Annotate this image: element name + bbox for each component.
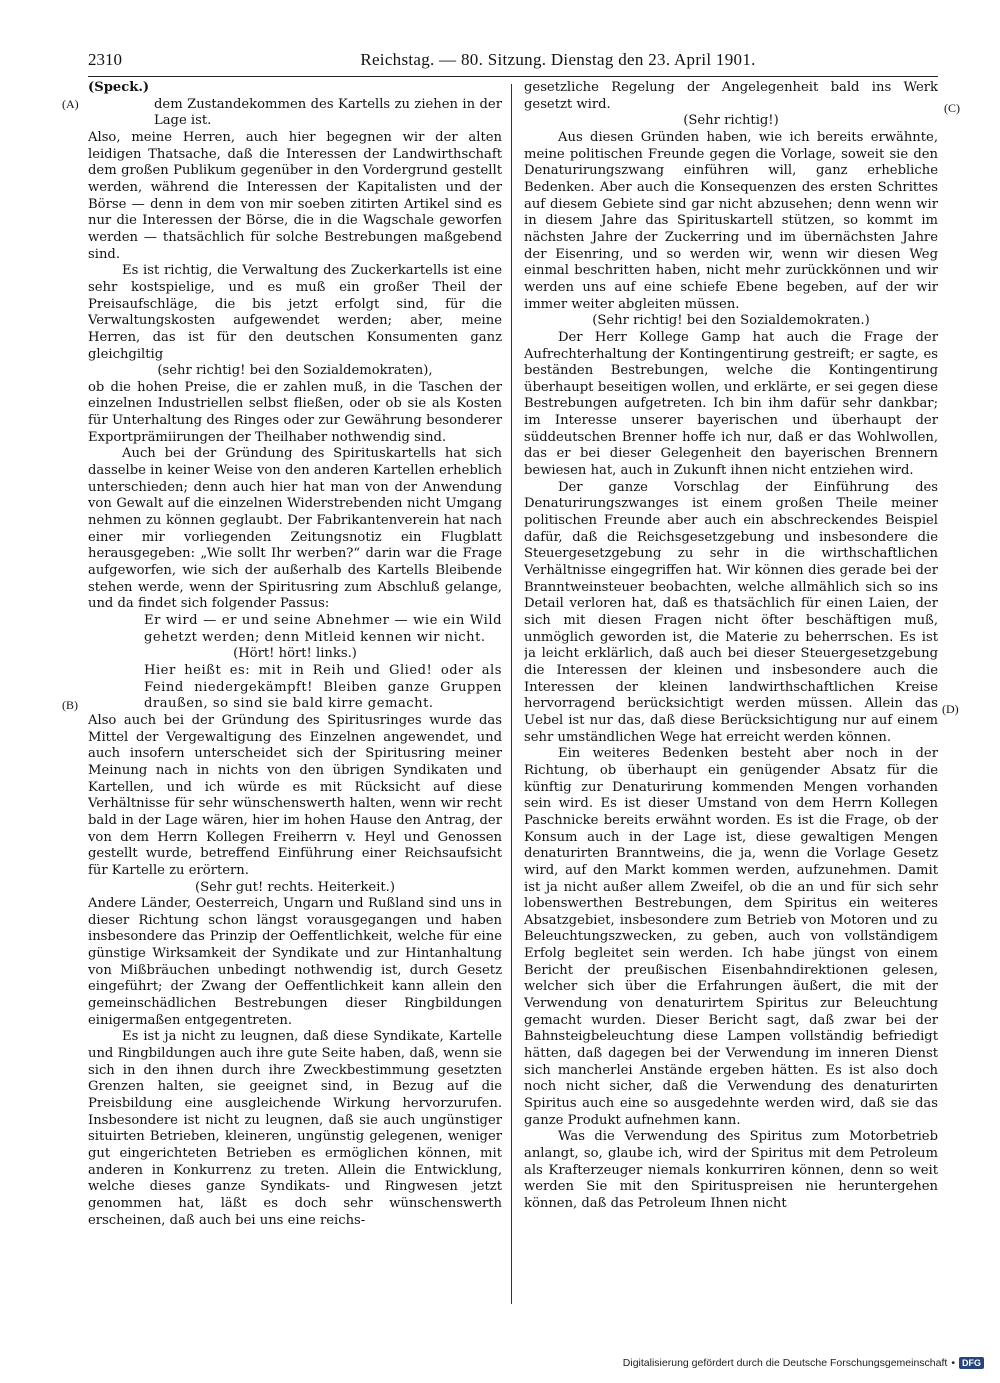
speaker-name: (Speck.): [88, 80, 150, 95]
paragraph: Der Herr Kollege Gamp hat auch die Frage der Aufrechterhaltung der Kontingentirung gestreift; er sagte, es beständen Bestrebungen, welche die Kontingentirung überhaupt beseitigen wollen, und erklärte, er sei gegen diese Bestrebungen aufgetreten. Ich bin ihm dafür sehr dankbar; im Interesse unserer bayerischen und überhaupt der süddeutschen Brenner hoffe ich nur, daß er das Wohlwollen, das er bei dieser Gelegenheit den bayerischen Brennern bewiesen hat, auch in Zukunft ihnen nicht entziehen wird.: [524, 329, 938, 479]
paragraph: Auch bei der Gründung des Spirituskartells hat sich dasselbe in keiner Weise von den anderen Kartellen erheblich unterschieden; denn auch hier hat man von der Anwendung von Gewalt auf die einzelnen Widerstrebenden nicht Umgang nehmen zu können geglaubt. Der Fabrikantenverein hat nach einer mir vorliegenden Zeitungsnotiz ein Flugblatt herausgegeben: „Wie sollt Ihr werben?“ darin war die Frage aufgeworfen, wie sich der außerhalb des Kartells Bleibende stehen werde, wenn der Spiritusring zum Abschluß gelange, und da findet sich folgender Passus:: [88, 446, 502, 612]
paragraph: Es ist richtig, die Verwaltung des Zuckerkartells ist eine sehr kostspielige, und es muß ein großer Theil der Preisaufschläge, die bis jetzt erfolgt sind, für die Verwaltungskosten aufgewendet werden; aber, meine Herren, das ist für den deutschen Konsumenten ganz gleichgiltig: [88, 263, 502, 362]
page-number: 2310: [88, 50, 122, 69]
margin-marker-b: (B): [62, 698, 78, 712]
right-column: [524, 80, 938, 1213]
bullet-separator: •: [951, 1357, 955, 1369]
paragraph: Also, meine Herren, auch hier begegnen wir der alten leidigen Thatsache, daß die Interessen der Landwirthschaft dem großen Publikum gegenüber in den Vordergrund gestellt werden, während die Interessen der Kapitalisten und der Börse — denn in dem von mir soeben zitirten Artikel sind es nur die Interessen der Börse, die in die Wagschale geworfen werden — thatsächlich für solche Bestrebungen maßgebend sind.: [88, 129, 502, 262]
block-quote: Er wird — er und seine Abnehmer — wie ein Wild gehetzt werden; denn Mitleid kennen wir nicht.: [144, 613, 502, 645]
paragraph: gesetzliche Regelung der Angelegenheit bald ins Werk gesetzt wird.: [524, 80, 938, 112]
paragraph: Aus diesen Gründen haben, wie ich bereits erwähnte, meine politischen Freunde gegen die Vorlage, soweit sie den Denaturirungszwang einführen will, ganz erhebliche Bedenken. Aber auch die Konsequenzen des ersten Schrittes auf diesem Gebiete sind gar nicht abzusehen; denn wenn wir in diesem Jahre das Spirituskartell stützen, so kommt im nächsten Jahre der Zuckerring und im übernächsten Jahre der Eisenring, und so werden wir, wenn wir diesen Weg einmal beschritten haben, nicht mehr zurückkönnen und wir werden uns auf eine schiefe Ebene begeben, auf der wir immer weiter abgleiten müssen.: [524, 129, 938, 312]
dfg-logo: DFG: [959, 1357, 984, 1369]
paragraph: Der ganze Vorschlag der Einführung des Denaturirungszwanges ist einem großen Theile meiner politischen Freunde aber auch ein abschreckendes Beispiel dafür, daß die Reichsgesetzgebung und insbesondere die Steuergesetzgebung zu sehr in die wirthschaftlichen Verhältnisse eingegriffen hat. Wir können dies gerade bei der Branntweinsteuer beobachten, welche allmählich sich so ins Detail verloren hat, daß es thatsächlich für einen Laien, der sich mit diesen Fragen nicht öfter beschäftigen muß, unmöglich geworden ist, die Materie zu beherrschen. Es ist ja leicht erklärlich, daß auch bei dieser Steuergesetzgebung die Interessen der kleinen und insbesondere auch die Interessen der kleinen landwirthschaftlichen Kreise hervorragend berücksichtigt werden müssen. Allein das Uebel ist nur das, daß diese Berücksichtigung nur auf einem sehr umständlichen Wege hat erreicht werden können.: [524, 479, 938, 745]
footer-text: Digitalisierung gefördert durch die Deutsche Forschungsgemeinschaft: [622, 1357, 948, 1369]
column-divider: [511, 84, 512, 1304]
paragraph: Also auch bei der Gründung des Spiritusringes wurde das Mittel der Vergewaltigung des Einzelnen angewendet, und auch insofern unterscheidet sich der Spiritusring meiner Meinung nach in nichts von den übrigen Syndikaten und Kartellen, und ich würde es mit Rücksicht auf diese Verhältnisse für sehr wünschenswerth halten, wenn wir recht bald in der Lage wären, hier im hohen Hause den Antrag, der von dem Herrn Kollegen Freiherrn v. Heyl und Genossen gestellt wurde, betreffend Einführung einer Reichsaufsicht für Kartelle zu erörtern.: [88, 712, 502, 878]
digitization-footer: [623, 1357, 984, 1369]
interjection: (sehr richtig! bei den Sozialdemokraten),: [157, 363, 433, 379]
block-quote: Hier heißt es: mit in Reih und Glied! oder als Feind niedergekämpft! Bleiben ganze Gruppen draußen, so sind sie bald kirre gemacht.: [144, 662, 502, 712]
interjection: (Sehr richtig! bei den Sozialdemokraten.): [592, 313, 870, 329]
interjection: (Sehr gut! rechts. Heiterkeit.): [194, 879, 395, 895]
left-column: [88, 80, 502, 1229]
margin-marker-c: (C): [944, 101, 960, 115]
interjection: (Sehr richtig!): [683, 113, 779, 129]
paragraph: dem Zustandekommen des Kartells zu ziehen in der Lage ist.: [154, 96, 502, 129]
margin-marker-a: (A): [62, 97, 79, 111]
paragraph: Was die Verwendung des Spiritus zum Motorbetrieb anlangt, so, glaube ich, wird der Spiritus mit dem Petroleum als Krafterzeuger niemals konkurriren können, denn so weit werden Sie mit den Spirituspreisen nie heruntergehen können, daß das Petroleum Ihnen nicht: [524, 1129, 938, 1211]
running-header: [88, 50, 938, 77]
paragraph: Andere Länder, Oesterreich, Ungarn und Rußland sind uns in dieser Richtung schon längst vorausgegangen und haben insbesondere das Prinzip der Oeffentlichkeit, welche für eine günstige Wirksamkeit der Syndikate und zur Hintanhaltung von Mißbräuchen unbedingt nothwendig ist, durch Gesetz eingeführt; der Zwang der Oeffentlichkeit kann allein den gemeinschädlichen Bestrebungen dieser Ringbildungen einigermaßen entgegentreten.: [88, 896, 502, 1028]
interjection: (Hört! hört! links.): [233, 646, 357, 662]
paragraph: ob die hohen Preise, die er zahlen muß, in die Taschen der einzelnen Industriellen selbst fließen, oder ob sie als Kosten für Unterhaltung des Ringes oder zur Gewährung besonderer Exportprämiirungen der Theilhaber nothwendig sind.: [88, 379, 502, 445]
paragraph: Ein weiteres Bedenken besteht aber noch in der Richtung, ob überhaupt ein genügender Absatz für die künftig zur Denaturirung kommenden Mengen vorhanden sein wird. Es ist dieser Umstand von dem Herrn Kollegen Paschnicke bereits erwähnt worden. Es ist die Frage, ob der Konsum auch in der Lage ist, diese gewaltigen Mengen denaturirten Branntweins, die ja, wenn die Vorlage Gesetz wird, auf den Markt kommen werden, aufzunehmen. Damit ist ja nicht außer allem Zweifel, ob die an und für sich sehr lobenswerthen Bestrebungen, dem Spiritus ein weiteres Absatzgebiet, insbesondere zum Betrieb von Motoren und zu Beleuchtungszwecken, zu geben, auch von vollständigem Erfolg begleitet sein werden. Ich habe jüngst von einem Bericht der preußischen Eisenbahndirektionen gelesen, welcher sich über die Erfahrungen äußert, die mit der Verwendung von denaturirtem Spiritus zur Beleuchtung gemacht wurden. Dieser Bericht sagt, daß zwar bei der Bahnsteigbeleuchtung diese Lampen vollständig befriedigt hätten, daß dagegen bei der Verwendung im inneren Dienst sich mancherlei Anstände ergeben hätten. Es ist also doch noch nicht sicher, daß die Verwendung des denaturirten Spiritus auch eine so ausgedehnte werden wird, daß sie das ganze Produkt aufnehmen kann.: [524, 746, 938, 1128]
margin-marker-d: (D): [942, 702, 959, 716]
paragraph: Es ist ja nicht zu leugnen, daß diese Syndikate, Kartelle und Ringbildungen auch ihre gute Seite haben, daß, wenn sie sich in den ihnen durch ihre Zweckbestimmung gesetzten Grenzen halten, sie geeignet sind, in Bezug auf die Preisbildung eine ausgleichende Wirkung hervorzurufen. Insbesondere ist nicht zu leugnen, daß sie auch ungünstiger situirten Betrieben, kleineren, ungünstig gelegenen, weniger gut eingerichteten Betrieben es ermöglichen können, mit anderen in Konkurrenz zu treten. Allein die Entwicklung, welche dieses ganze Syndikats- und Ringwesen jetzt genommen hat, läßt es doch sehr wünschenswerth erscheinen, daß auch bei uns eine reichs-: [88, 1029, 502, 1228]
running-title: Reichstag. — 80. Sitzung. Dienstag den 23. April 1901.: [360, 50, 756, 69]
